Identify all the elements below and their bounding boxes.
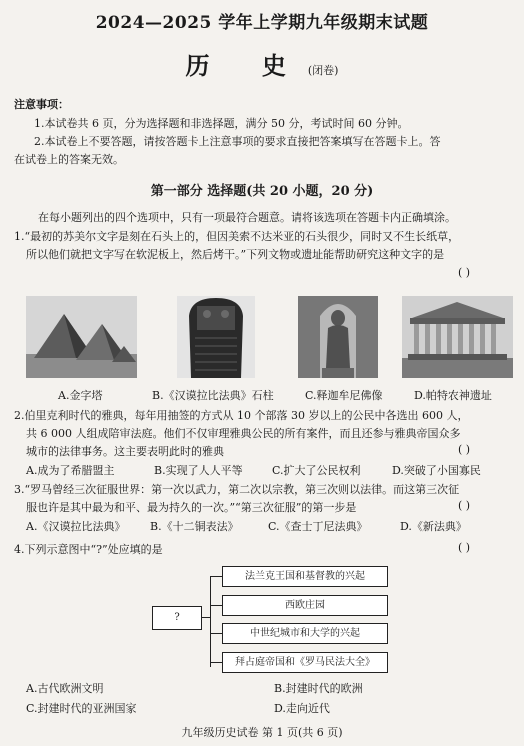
q2-line-2: 共 6 000 人组成陪审法庭。他们不仅审理雅典公民的所有案件，而且还参与雅典帝国众多 — [26, 427, 461, 440]
subject-name: 历 史 — [185, 51, 308, 80]
q4-option-d: D.走向近代 — [274, 702, 330, 715]
diagram-item-3: 中世纪城市和大学的兴起 — [222, 623, 388, 644]
q3-line-1: 3.“罗马曾经三次征服世界：第一次以武力，第二次以宗教，第三次则以法律。而这第三次征 — [14, 483, 460, 496]
q4-option-b: B.封建时代的欧洲 — [274, 682, 363, 695]
pyramids-image — [26, 296, 137, 378]
q3-option-a: A.《汉谟拉比法典》 — [26, 520, 126, 533]
connector-2 — [210, 605, 222, 606]
connector-4 — [210, 662, 222, 663]
connector-h — [202, 617, 210, 618]
q2-option-d: D.突破了小国寡民 — [392, 464, 481, 477]
q4-answer-paren: ( ) — [458, 541, 471, 554]
q3-option-d: D.《新法典》 — [400, 520, 467, 533]
q2-line-1: 2.伯里克利时代的雅典，每年用抽签的方式从 10 个部落 30 岁以上的公民中各选出 600 人， — [14, 409, 469, 422]
notice-item-2-cont: 在试卷上的答案无效。 — [14, 153, 124, 166]
exam-title: 2024—2025 学年上学期九年级期末试题 — [95, 13, 429, 33]
notice-item-2: 2.本试卷上不要答题，请按答题卡上注意事项的要求直接把答案填写在答题卡上。答 — [34, 135, 441, 148]
section-instruction: 在每小题列出的四个选项中，只有一项最符合题意。请将该选项在答题卡内正确填涂。 — [38, 211, 456, 224]
q1-option-c: C.释迦牟尼佛像 — [305, 389, 383, 402]
notice-heading: 注意事项： — [14, 98, 69, 111]
connector-v — [210, 576, 211, 667]
q3-line-2: 服也许是其中最为和平、最为持久的一次。”“第三次征服”的第一步是 — [26, 501, 357, 514]
diagram-item-4: 拜占庭帝国和《罗马民法大全》 — [222, 652, 388, 673]
q2-option-a: A.成为了希腊盟主 — [26, 464, 115, 477]
q2-line-3: 城市的法律事务。这主要表明此时的雅典 — [26, 445, 224, 458]
q4-option-c: C.封建时代的亚洲国家 — [26, 702, 137, 715]
q2-option-b: B.实现了人人平等 — [154, 464, 243, 477]
subject-note: (闭卷) — [307, 64, 339, 77]
q2-option-c: C.扩大了公民权利 — [272, 464, 361, 477]
diagram-item-2: 西欧庄园 — [222, 595, 388, 616]
diagram-item-1: 法兰克王国和基督教的兴起 — [222, 566, 388, 587]
connector-1 — [210, 576, 222, 577]
q4-line: 4.下列示意图中“?”处应填的是 — [14, 543, 163, 556]
q4-option-a: A.古代欧洲文明 — [26, 682, 104, 695]
q1-option-d: D.帕特农神遗址 — [414, 389, 492, 402]
hammurabi-stele-image — [177, 296, 255, 378]
buddha-statue-image — [298, 296, 378, 378]
page-footer: 九年级历史试卷 第 1 页(共 6 页) — [181, 726, 343, 739]
subject-title — [0, 46, 524, 81]
q1-line-1: 1.“最初的苏美尔文字是刻在石头上的，但因美索不达米亚的石头很少，同时又不生长纸草， — [14, 230, 460, 243]
q1-answer-paren: ( ) — [458, 266, 471, 279]
q3-option-c: C.《查士丁尼法典》 — [268, 520, 368, 533]
q1-option-a: A.金字塔 — [58, 389, 103, 402]
q3-option-b: B.《十二铜表法》 — [150, 520, 239, 533]
parthenon-image — [402, 296, 513, 378]
notice-item-1: 1.本试卷共 6 页，分为选择题和非选择题，满分 50 分，考试时间 60 分钟。 — [34, 117, 409, 130]
connector-3 — [210, 633, 222, 634]
q1-line-2: 所以他们就把文字写在软泥板上，然后烤干。”下列文物或遗址能帮助研究这种文字的是 — [26, 248, 445, 261]
diagram-center-box: ? — [152, 606, 202, 630]
q3-answer-paren: ( ) — [458, 499, 471, 512]
section-title: 第一部分 选择题(共 20 小题，20 分) — [150, 184, 374, 199]
q2-answer-paren: ( ) — [458, 443, 471, 456]
q1-option-b: B.《汉谟拉比法典》石柱 — [152, 389, 274, 402]
